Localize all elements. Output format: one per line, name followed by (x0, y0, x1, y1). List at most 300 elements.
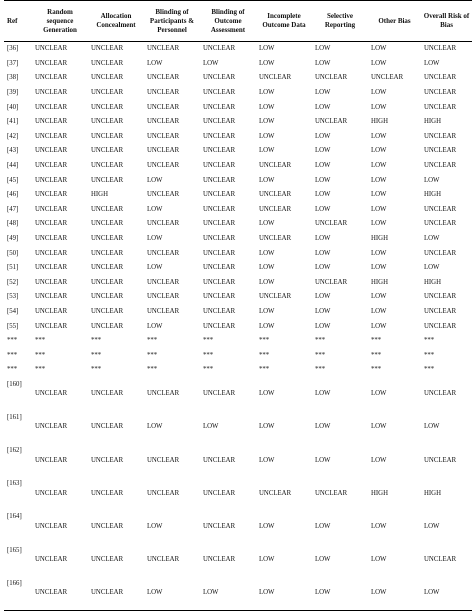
ref-cell: [41] (7, 118, 19, 126)
table-body (4, 42, 472, 611)
blinding-participants-cell: UNCLEAR (147, 556, 180, 564)
random-sequence-cell: UNCLEAR (35, 220, 68, 228)
other-bias-cell: LOW (371, 176, 387, 184)
table-row (4, 115, 472, 130)
random-sequence-cell: *** (35, 351, 46, 359)
random-sequence-cell: UNCLEAR (35, 162, 68, 170)
blinding-participants-cell: UNCLEAR (147, 249, 180, 257)
allocation-cell: UNCLEAR (91, 103, 124, 111)
ref-cell: [164] (7, 513, 22, 521)
header-ref: Ref (4, 1, 32, 42)
ref-cell: [36] (7, 45, 19, 53)
selective-reporting-cell: LOW (315, 176, 331, 184)
random-sequence-cell: UNCLEAR (35, 59, 68, 67)
random-sequence-cell: UNCLEAR (35, 423, 68, 431)
blinding-outcome-cell: LOW (203, 59, 219, 67)
blinding-participants-cell: LOW (147, 205, 163, 213)
overall-risk-cell: UNCLEAR (424, 162, 457, 170)
selective-reporting-cell: LOW (315, 205, 331, 213)
random-sequence-cell: UNCLEAR (35, 205, 68, 213)
allocation-cell: UNCLEAR (91, 235, 124, 243)
selective-reporting-cell: LOW (315, 89, 331, 97)
other-bias-cell: *** (371, 366, 382, 374)
other-bias-cell: LOW (371, 322, 387, 330)
ref-cell: [47] (7, 205, 19, 213)
allocation-cell: UNCLEAR (88, 577, 144, 611)
blinding-outcome-cell: UNCLEAR (203, 220, 236, 228)
table-row (4, 510, 472, 543)
overall-risk-cell: UNCLEAR (424, 205, 457, 213)
ref-cell: [53] (7, 293, 19, 301)
table-row (4, 130, 472, 145)
random-sequence-cell: UNCLEAR (35, 307, 68, 315)
blinding-participants-cell: LOW (147, 176, 163, 184)
blinding-outcome-cell: UNCLEAR (203, 322, 236, 330)
incomplete-data-cell: LOW (259, 118, 275, 126)
random-sequence-cell: UNCLEAR (35, 489, 68, 497)
incomplete-data-cell: UNCLEAR (259, 293, 292, 301)
overall-risk-cell: LOW (424, 235, 440, 243)
incomplete-data-cell: LOW (259, 249, 275, 257)
incomplete-data-cell: LOW (259, 423, 275, 431)
selective-reporting-cell: LOW (315, 162, 331, 170)
blinding-participants-cell: UNCLEAR (147, 220, 180, 228)
ref-cell: [165] (7, 546, 22, 554)
table-row (4, 276, 472, 291)
header-row (4, 1, 472, 42)
header-random-sequence-generation: Random sequence Generation (32, 1, 88, 42)
allocation-cell: UNCLEAR (91, 456, 124, 464)
selective-reporting-cell: UNCLEAR (315, 220, 348, 228)
table-row (4, 173, 472, 188)
incomplete-data-cell: LOW (259, 176, 275, 184)
blinding-outcome-cell: UNCLEAR (203, 147, 236, 155)
table-row (4, 261, 472, 276)
other-bias-cell: HIGH (371, 118, 388, 126)
allocation-cell: UNCLEAR (91, 293, 124, 301)
allocation-cell: UNCLEAR (91, 59, 124, 67)
selective-reporting-cell: UNCLEAR (315, 489, 348, 497)
blinding-outcome-cell: UNCLEAR (203, 293, 236, 301)
selective-reporting-cell: LOW (315, 249, 331, 257)
blinding-outcome-cell: UNCLEAR (203, 191, 236, 199)
blinding-outcome-cell: UNCLEAR (203, 118, 236, 126)
incomplete-data-cell: *** (259, 337, 270, 345)
table-row (4, 42, 472, 57)
blinding-outcome-cell: UNCLEAR (203, 556, 236, 564)
overall-risk-cell: UNCLEAR (424, 456, 457, 464)
overall-risk-cell: HIGH (424, 278, 441, 286)
table-row (4, 334, 472, 349)
selective-reporting-cell: LOW (315, 235, 331, 243)
blinding-outcome-cell: UNCLEAR (203, 456, 236, 464)
incomplete-data-cell: LOW (259, 278, 275, 286)
selective-reporting-cell: *** (315, 337, 326, 345)
incomplete-data-cell: LOW (259, 89, 275, 97)
allocation-cell: UNCLEAR (91, 322, 124, 330)
overall-risk-cell: UNCLEAR (424, 147, 457, 155)
blinding-participants-cell: LOW (144, 577, 200, 611)
table-row (4, 348, 472, 363)
allocation-cell: UNCLEAR (91, 147, 124, 155)
blinding-outcome-cell: UNCLEAR (203, 162, 236, 170)
overall-risk-cell: UNCLEAR (424, 45, 457, 53)
overall-risk-cell: UNCLEAR (424, 132, 457, 140)
other-bias-cell: LOW (371, 132, 387, 140)
ref-cell: [37] (7, 59, 19, 67)
other-bias-cell: *** (371, 351, 382, 359)
table-row (4, 203, 472, 218)
selective-reporting-cell: LOW (315, 423, 331, 431)
overall-risk-cell: LOW (424, 523, 440, 530)
blinding-participants-cell: LOW (147, 235, 163, 243)
incomplete-data-cell: LOW (259, 264, 275, 272)
other-bias-cell: UNCLEAR (371, 74, 404, 82)
selective-reporting-cell: LOW (315, 59, 331, 67)
random-sequence-cell: UNCLEAR (35, 103, 68, 111)
blinding-participants-cell: LOW (147, 523, 163, 530)
selective-reporting-cell: LOW (315, 456, 331, 464)
other-bias-cell: LOW (371, 264, 387, 272)
blinding-outcome-cell: LOW (200, 577, 256, 611)
table-row (4, 232, 472, 247)
random-sequence-cell: UNCLEAR (35, 390, 68, 398)
allocation-cell: UNCLEAR (91, 556, 124, 564)
other-bias-cell: LOW (371, 456, 387, 464)
ref-cell: [52] (7, 278, 19, 286)
other-bias-cell: LOW (371, 45, 387, 53)
overall-risk-cell: UNCLEAR (424, 556, 457, 564)
random-sequence-cell: UNCLEAR (35, 235, 68, 243)
incomplete-data-cell: LOW (259, 456, 275, 464)
incomplete-data-cell: LOW (256, 577, 312, 611)
other-bias-cell: LOW (371, 307, 387, 315)
blinding-outcome-cell: UNCLEAR (203, 307, 236, 315)
table-row (4, 477, 472, 510)
overall-risk-cell: HIGH (424, 118, 441, 126)
blinding-participants-cell: UNCLEAR (147, 162, 180, 170)
table-row (4, 217, 472, 232)
overall-risk-cell: UNCLEAR (424, 89, 457, 97)
overall-risk-cell: *** (424, 337, 435, 345)
blinding-participants-cell: UNCLEAR (147, 307, 180, 315)
blinding-outcome-cell: UNCLEAR (203, 249, 236, 257)
ref-cell: [49] (7, 235, 19, 243)
blinding-participants-cell: UNCLEAR (147, 147, 180, 155)
incomplete-data-cell: LOW (259, 45, 275, 53)
table-row (4, 444, 472, 477)
overall-risk-cell: LOW (424, 59, 440, 67)
overall-risk-cell: *** (424, 351, 435, 359)
overall-risk-cell: UNCLEAR (424, 293, 457, 301)
ref-cell: *** (7, 337, 18, 345)
ref-cell: [160] (7, 380, 22, 388)
selective-reporting-cell: LOW (315, 307, 331, 315)
ref-cell: [51] (7, 264, 19, 272)
random-sequence-cell: *** (35, 337, 46, 345)
allocation-cell: UNCLEAR (91, 132, 124, 140)
random-sequence-cell: UNCLEAR (35, 293, 68, 301)
incomplete-data-cell: *** (259, 351, 270, 359)
table-row (4, 246, 472, 261)
allocation-cell: UNCLEAR (91, 205, 124, 213)
ref-cell: [48] (7, 220, 19, 228)
ref-cell: *** (7, 351, 18, 359)
ref-cell: [46] (7, 191, 19, 199)
random-sequence-cell: UNCLEAR (35, 556, 68, 564)
other-bias-cell: *** (371, 337, 382, 345)
selective-reporting-cell: LOW (315, 103, 331, 111)
ref-cell: [45] (7, 176, 19, 184)
ref-cell: [44] (7, 162, 19, 170)
table-row (4, 100, 472, 115)
blinding-outcome-cell: *** (203, 366, 214, 374)
table-row (4, 544, 472, 577)
blinding-participants-cell: LOW (147, 59, 163, 67)
selective-reporting-cell: *** (315, 366, 326, 374)
table-row (4, 144, 472, 159)
selective-reporting-cell: LOW (312, 577, 368, 611)
incomplete-data-cell: LOW (259, 103, 275, 111)
blinding-outcome-cell: LOW (203, 423, 219, 431)
ref-cell: [38] (7, 74, 19, 82)
other-bias-cell: LOW (371, 523, 387, 530)
table-row (4, 71, 472, 86)
overall-risk-cell: LOW (421, 577, 472, 611)
table-row (4, 378, 472, 411)
blinding-outcome-cell: *** (203, 337, 214, 345)
ref-cell: [39] (7, 89, 19, 97)
allocation-cell: UNCLEAR (91, 307, 124, 315)
random-sequence-cell: *** (35, 366, 46, 374)
selective-reporting-cell: LOW (315, 147, 331, 155)
table-row (4, 188, 472, 203)
other-bias-cell: HIGH (371, 235, 388, 243)
blinding-participants-cell: LOW (147, 264, 163, 272)
random-sequence-cell: UNCLEAR (35, 132, 68, 140)
random-sequence-cell: UNCLEAR (35, 89, 68, 97)
incomplete-data-cell: UNCLEAR (259, 205, 292, 213)
other-bias-cell: LOW (371, 103, 387, 111)
allocation-cell: UNCLEAR (91, 423, 124, 431)
header-blinding-outcome-assessment: Blinding of Outcome Assessment (200, 1, 256, 42)
selective-reporting-cell: LOW (315, 390, 331, 398)
blinding-participants-cell: UNCLEAR (147, 89, 180, 97)
blinding-participants-cell: UNCLEAR (147, 118, 180, 126)
allocation-cell: UNCLEAR (91, 523, 124, 530)
overall-risk-cell: UNCLEAR (424, 74, 457, 82)
incomplete-data-cell: *** (259, 366, 270, 374)
allocation-cell: UNCLEAR (91, 249, 124, 257)
allocation-cell: *** (91, 337, 102, 345)
overall-risk-cell: UNCLEAR (424, 103, 457, 111)
selective-reporting-cell: LOW (315, 45, 331, 53)
random-sequence-cell: UNCLEAR (32, 577, 88, 611)
incomplete-data-cell: LOW (259, 556, 275, 564)
selective-reporting-cell: LOW (315, 556, 331, 564)
overall-risk-cell: UNCLEAR (424, 307, 457, 315)
blinding-participants-cell: *** (147, 366, 158, 374)
allocation-cell: HIGH (91, 191, 108, 199)
blinding-participants-cell: *** (147, 351, 158, 359)
incomplete-data-cell: LOW (259, 147, 275, 155)
incomplete-data-cell: LOW (259, 523, 275, 530)
other-bias-cell: LOW (371, 205, 387, 213)
selective-reporting-cell: LOW (315, 293, 331, 301)
ref-cell: [163] (7, 480, 22, 488)
blinding-participants-cell: LOW (147, 322, 163, 330)
allocation-cell: UNCLEAR (91, 118, 124, 126)
overall-risk-cell: LOW (424, 264, 440, 272)
table-row (4, 305, 472, 320)
selective-reporting-cell: *** (315, 351, 326, 359)
selective-reporting-cell: UNCLEAR (315, 74, 348, 82)
other-bias-cell: LOW (371, 191, 387, 199)
random-sequence-cell: UNCLEAR (35, 523, 68, 530)
blinding-participants-cell: UNCLEAR (147, 278, 180, 286)
blinding-outcome-cell: UNCLEAR (203, 235, 236, 243)
allocation-cell: UNCLEAR (91, 74, 124, 82)
ref-cell: [55] (7, 322, 19, 330)
other-bias-cell: LOW (371, 89, 387, 97)
overall-risk-cell: UNCLEAR (424, 390, 457, 398)
overall-risk-cell: LOW (424, 176, 440, 184)
other-bias-cell: LOW (371, 423, 387, 431)
overall-risk-cell: HIGH (424, 191, 441, 199)
table-row (4, 363, 472, 378)
allocation-cell: UNCLEAR (91, 89, 124, 97)
random-sequence-cell: UNCLEAR (35, 118, 68, 126)
table-row (4, 411, 472, 444)
selective-reporting-cell: LOW (315, 191, 331, 199)
blinding-outcome-cell: UNCLEAR (203, 103, 236, 111)
random-sequence-cell: UNCLEAR (35, 147, 68, 155)
allocation-cell: UNCLEAR (91, 176, 124, 184)
blinding-participants-cell: UNCLEAR (147, 191, 180, 199)
random-sequence-cell: UNCLEAR (35, 45, 68, 53)
table-row (4, 86, 472, 101)
selective-reporting-cell: UNCLEAR (315, 278, 348, 286)
blinding-outcome-cell: UNCLEAR (203, 278, 236, 286)
ref-cell: [42] (7, 132, 19, 140)
blinding-outcome-cell: UNCLEAR (203, 523, 236, 530)
header-other-bias: Other Bias (368, 1, 421, 42)
allocation-cell: *** (91, 366, 102, 374)
random-sequence-cell: UNCLEAR (35, 264, 68, 272)
incomplete-data-cell: LOW (259, 59, 275, 67)
incomplete-data-cell: UNCLEAR (259, 191, 292, 199)
other-bias-cell: LOW (371, 59, 387, 67)
incomplete-data-cell: LOW (259, 307, 275, 315)
table-row (4, 319, 472, 334)
other-bias-cell: LOW (371, 293, 387, 301)
other-bias-cell: LOW (371, 249, 387, 257)
blinding-outcome-cell: UNCLEAR (203, 390, 236, 398)
selective-reporting-cell: LOW (315, 132, 331, 140)
random-sequence-cell: UNCLEAR (35, 74, 68, 82)
incomplete-data-cell: UNCLEAR (259, 162, 292, 170)
table-row (4, 577, 472, 611)
allocation-cell: UNCLEAR (91, 45, 124, 53)
blinding-participants-cell: UNCLEAR (147, 74, 180, 82)
other-bias-cell: LOW (371, 147, 387, 155)
overall-risk-cell: LOW (424, 423, 440, 431)
table-row (4, 57, 472, 72)
ref-cell: [166] (4, 577, 32, 611)
overall-risk-cell: *** (424, 366, 435, 374)
ref-cell: [54] (7, 307, 19, 315)
overall-risk-cell: UNCLEAR (424, 220, 457, 228)
overall-risk-cell: HIGH (424, 489, 441, 497)
table-row (4, 159, 472, 174)
incomplete-data-cell: LOW (259, 322, 275, 330)
random-sequence-cell: UNCLEAR (35, 176, 68, 184)
blinding-participants-cell: UNCLEAR (147, 45, 180, 53)
allocation-cell: UNCLEAR (91, 162, 124, 170)
allocation-cell: UNCLEAR (91, 264, 124, 272)
allocation-cell: UNCLEAR (91, 390, 124, 398)
blinding-outcome-cell: UNCLEAR (203, 176, 236, 184)
table-row (4, 290, 472, 305)
incomplete-data-cell: LOW (259, 132, 275, 140)
header-blinding-participants-personnel: Blinding of Participants & Personnel (144, 1, 200, 42)
other-bias-cell: LOW (368, 577, 421, 611)
header-selective-reporting: Selective Reporting (312, 1, 368, 42)
blinding-participants-cell: UNCLEAR (147, 293, 180, 301)
incomplete-data-cell: LOW (259, 220, 275, 228)
blinding-outcome-cell: UNCLEAR (203, 489, 236, 497)
other-bias-cell: HIGH (371, 278, 388, 286)
risk-of-bias-table (4, 0, 472, 611)
allocation-cell: *** (91, 351, 102, 359)
blinding-participants-cell: UNCLEAR (147, 489, 180, 497)
selective-reporting-cell: UNCLEAR (315, 118, 348, 126)
incomplete-data-cell: LOW (259, 390, 275, 398)
selective-reporting-cell: LOW (315, 322, 331, 330)
table-header (4, 1, 472, 42)
ref-cell: [50] (7, 249, 19, 257)
other-bias-cell: LOW (371, 220, 387, 228)
blinding-participants-cell: LOW (147, 423, 163, 431)
selective-reporting-cell: LOW (315, 264, 331, 272)
blinding-outcome-cell: UNCLEAR (203, 89, 236, 97)
blinding-participants-cell: UNCLEAR (147, 390, 180, 398)
blinding-outcome-cell: UNCLEAR (203, 45, 236, 53)
random-sequence-cell: UNCLEAR (35, 191, 68, 199)
ref-cell: [40] (7, 103, 19, 111)
ref-cell: [43] (7, 147, 19, 155)
allocation-cell: UNCLEAR (91, 278, 124, 286)
header-allocation-concealment: Allocation Concealment (88, 1, 144, 42)
header-incomplete-outcome-data: Incomplete Outcome Data (256, 1, 312, 42)
random-sequence-cell: UNCLEAR (35, 322, 68, 330)
allocation-cell: UNCLEAR (91, 489, 124, 497)
incomplete-data-cell: UNCLEAR (259, 489, 292, 497)
selective-reporting-cell: LOW (315, 523, 331, 530)
ref-cell: [162] (7, 447, 22, 455)
blinding-participants-cell: UNCLEAR (147, 103, 180, 111)
blinding-outcome-cell: UNCLEAR (203, 264, 236, 272)
blinding-participants-cell: UNCLEAR (147, 132, 180, 140)
header-overall-risk-of-bias: Overall Risk of Bias (421, 1, 472, 42)
blinding-outcome-cell: UNCLEAR (203, 74, 236, 82)
blinding-outcome-cell: UNCLEAR (203, 132, 236, 140)
ref-cell: [161] (7, 413, 22, 421)
other-bias-cell: LOW (371, 556, 387, 564)
blinding-participants-cell: *** (147, 337, 158, 345)
random-sequence-cell: UNCLEAR (35, 456, 68, 464)
overall-risk-cell: UNCLEAR (424, 249, 457, 257)
